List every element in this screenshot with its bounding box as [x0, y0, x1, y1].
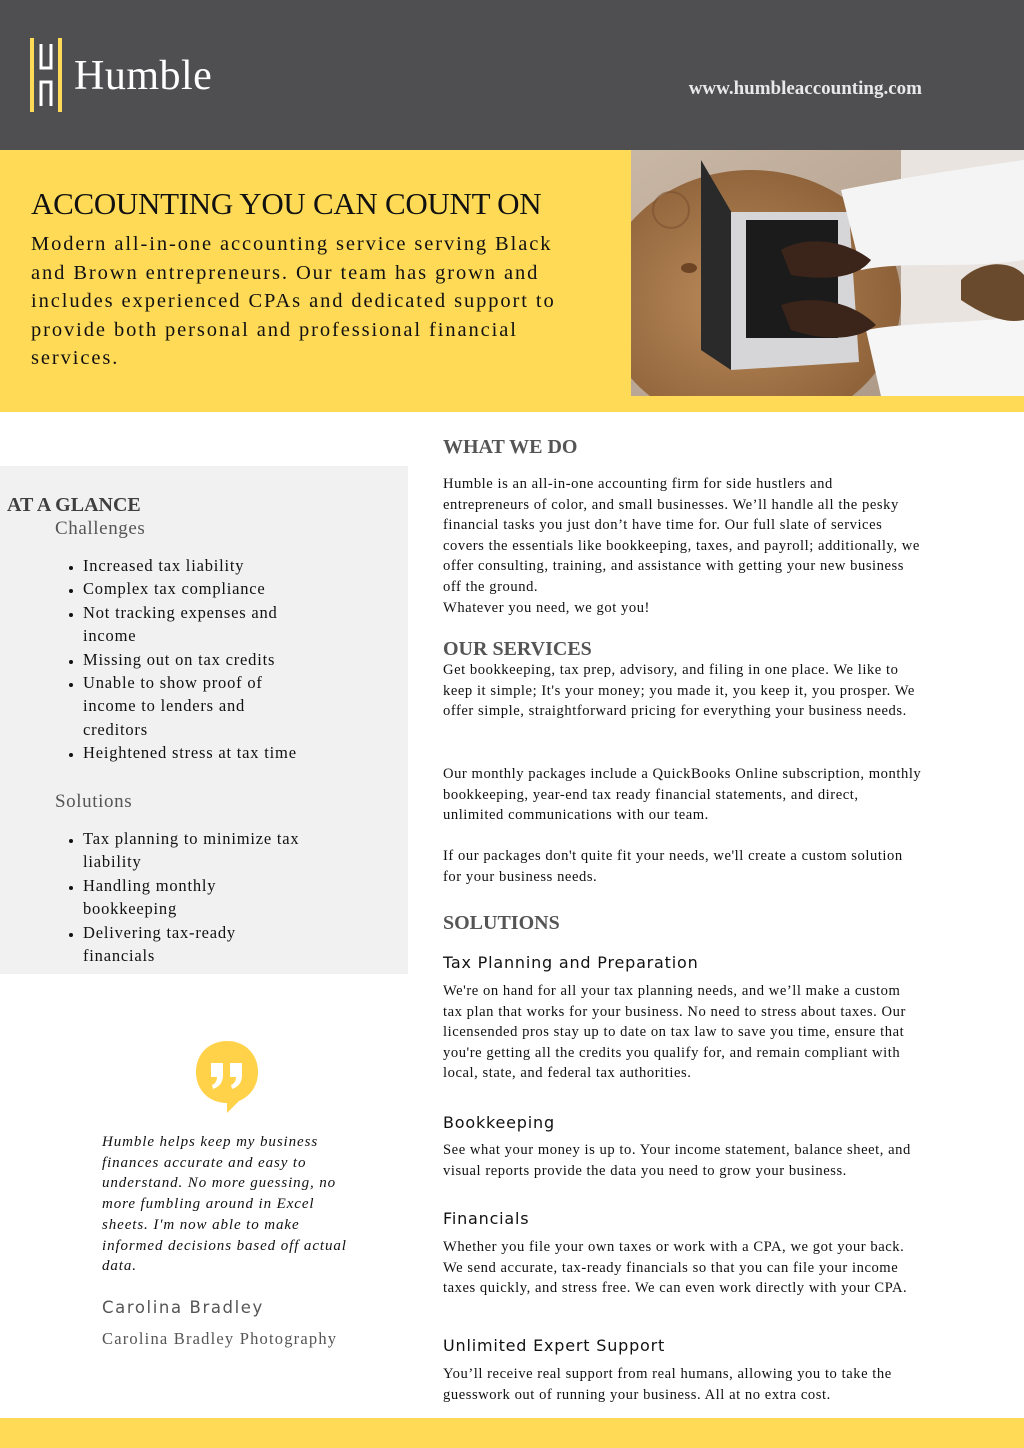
- our-services-text-1: Get bookkeeping, tax prep, advisory, and filing in one place. We like to keep it simple; It's your money; you made it, you keep it, you prosper. We offer simple, straightforward pricing for everything your business needs.: [443, 662, 915, 720]
- testimonial-quote: Humble helps keep my business finances accurate and easy to understand. No more guessing, no more fumbling around in Excel sheets. I'm now able to make informed decisions based off actual data.: [102, 1134, 347, 1275]
- list-item: • Heightened stress at tax time: [83, 741, 313, 764]
- challenges-heading: Challenges: [55, 518, 146, 539]
- list-item: • Missing out on tax credits: [83, 648, 313, 671]
- hero-banner: [0, 150, 1024, 412]
- at-a-glance-title: AT A GLANCE: [7, 494, 141, 516]
- solutions-list: [46, 827, 313, 967]
- our-services-text-3: If our packages don't quite fit your needs, we'll create a custom solution for your business needs.: [443, 848, 903, 885]
- solution-title-tax-planning: Tax Planning and Preparation: [443, 953, 699, 972]
- solution-title-expert-support: Unlimited Expert Support: [443, 1336, 666, 1355]
- at-a-glance-panel: [0, 466, 408, 974]
- hero-description: Modern all-in-one accounting service serving Black and Brown entrepreneurs. Our team has grown and includes experienced CPAs and dedicated support to provide both personal and professional financial services.: [31, 233, 556, 369]
- list-item: • Not tracking expenses and income: [83, 601, 313, 648]
- solutions-title: SOLUTIONS: [443, 912, 560, 934]
- website-url[interactable]: www.humbleaccounting.com: [688, 78, 922, 99]
- testimonial-author: Carolina Bradley: [102, 1298, 264, 1317]
- list-item: • Handling monthly bookkeeping: [83, 874, 313, 921]
- solution-title-bookkeeping: Bookkeeping: [443, 1113, 555, 1132]
- header-bar: [0, 0, 1024, 150]
- hero-laptop-photo: [631, 150, 1024, 396]
- solution-text-expert-support: You’ll receive real support from real humans, allowing you to take the guesswork out of running your business. All at no extra cost.: [443, 1366, 892, 1403]
- solution-title-financials: Financials: [443, 1209, 530, 1228]
- our-services-title: OUR SERVICES: [443, 638, 592, 660]
- our-services-text-2: Our monthly packages include a QuickBooks Online subscription, monthly bookkeeping, year-end tax ready financial statements, and direct, unlimited communications with our team.: [443, 766, 922, 824]
- list-item: • Complex tax compliance: [83, 577, 313, 600]
- footer-bar: [0, 1418, 1024, 1448]
- hero-title: ACCOUNTING YOU CAN COUNT ON: [31, 186, 542, 221]
- humble-logo-icon: [28, 38, 64, 112]
- what-we-do-tagline: Whatever you need, we got you!: [443, 600, 650, 616]
- solutions-heading: Solutions: [55, 791, 133, 812]
- list-item: • Delivering tax-ready financials: [83, 921, 313, 968]
- challenges-list: [46, 554, 313, 765]
- list-item: • Unable to show proof of income to lenders and creditors: [83, 671, 313, 741]
- what-we-do-title: WHAT WE DO: [443, 436, 578, 458]
- testimonial-company: Carolina Bradley Photography: [102, 1329, 338, 1348]
- solution-text-tax-planning: We're on hand for all your tax planning needs, and we’ll make a custom tax plan that works for your business. No need to stress about taxes. Our licensended pros stay up to date on tax law to save you time, ensure that you're getting all the credits you qualify for, and remain compliant with local, state, and federal tax authorities.: [443, 983, 906, 1082]
- what-we-do-text: Humble is an all-in-one accounting firm for side hustlers and entrepreneurs of color, and small businesses. We’ll handle all the pesky financial tasks you just don’t have time for. Our full slate of services covers the essentials like bookkeeping, taxes, and payroll; additionally, we offer consulting, training, and assistance with getting your new business off the ground.: [443, 476, 920, 595]
- brand-name: Humble: [74, 53, 213, 99]
- solution-text-bookkeeping: See what your money is up to. Your income statement, balance sheet, and visual reports provide the data you need to grow your business.: [443, 1142, 911, 1179]
- solution-text-financials: Whether you file your own taxes or work with a CPA, we got your back. We send accurate, tax-ready financials so that you can file your income taxes quickly, and stress free. We can even work directly with your CPA.: [443, 1239, 908, 1297]
- quote-bubble-icon: [194, 1039, 260, 1113]
- list-item: • Tax planning to minimize tax liability: [83, 827, 313, 874]
- list-item: • Increased tax liability: [83, 554, 313, 577]
